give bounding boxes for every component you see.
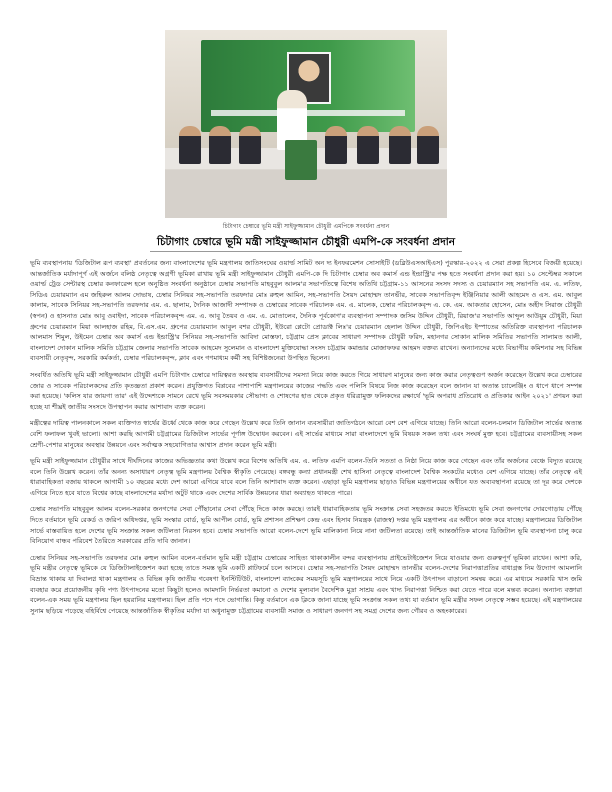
article-paragraph: চেম্বার সভাপতি মাহবুবুল আলম বলেন-সরকার জনগণের সেবা পৌঁছানোর সেবা পৌঁছে দিতে কাজ করছে। তারই ধারাবাহিকতায় ভূমি সংক্রান্ত সেবা সহজতর করতে ইতিমধ্যে ভূমি সেবা জনগণের দোরগোড়ায় পৌঁছে দিতে বর্তমানে ভূমি রেকর্ড ও জরিপ অধিদপ্তর, ভূমি সংস্কার বোর্ড, ভূমি আপীল বোর্ড, ভূমি প্রশাসন প্রশিক্ষণ কেন্দ্র এবং হিসাব নিয়ন্ত্রক (রাজস্ব) দপ্তর ভূমি মন্ত্রণালয় এর অধীনে কাজ করে যাচ্ছে। মন্ত্রণালয়ের ডিজিটাল সার্ভে বাস্তবায়িত হলে দেশের ভূমি সংক্রান্ত সকল জটিলতা নিরসন হবে। চেম্বার সভাপতি আরো বলেন-দেশে ভূমি মালিকানা নিয়ে নানা জটিলতা রয়েছে। তাই আন্তর্জাতিক মানের ডিজিটাল ভূমি ব্যবস্থাপনা চালু করে বিনিয়োগ বান্ধব পরিবেশ তৈরিতে সরকারের প্রতি দাবি জানান। bbox=[30, 505, 582, 546]
guest-figure bbox=[417, 126, 439, 164]
article-body bbox=[30, 258, 582, 622]
photo-caption: চিটাগাং চেম্বারে ভূমি মন্ত্রী সাইফুজ্জামান চৌধুরী এমপিকে সংবর্ধনা প্রদান bbox=[222, 223, 390, 230]
article-paragraph: চেম্বার সিনিয়র সহ-সভাপতি তরফদার মোঃ রুহুল আমিন বলেন-বর্তমান ভূমি মন্ত্রী চট্টগ্রাম চেম্বারের সাহিত্য থাকাকালীন বন্দর ব্যবস্থাপনায় প্রাইভেটাইজেশন নিয়ে যাওয়ার জন্য গুরুত্বপূর্ণ ভূমিকা রাখেন। আশা করি, ভূমি মন্ত্রীর নেতৃত্বে ভূমিকে যে ডিজিটালাইজেশন করা হচ্ছে তাতে সমস্ত ভূমি একটি প্লাটফর্মে চলে আসবে। চেম্বার সহ-সভাপতি সৈয়দ মোহাম্মদ তানভীর বলেন-দেশের নিরাপত্তাপ্রতির বাধাগ্রস্ত নিম উদ্যোগ আমলানি বিভ্রান্ত থাকায় যা দিবালগ্ন থাকা মন্ত্রণালয় ও বিভিন্ন কৃষি জাতীয় গবেষণা ইনস্টিটিউট, বাংলাদেশ ব্যাংকের সময়সূচি ভূমি মন্ত্রণালয়ের সাথে নিয়ে একটি উৎপাদন বাড়ানো সমন্বয় করে। এর মাধ্যমে সরকারি খাস জমি ব্যবহার করে প্রয়োজনীয় কৃষি পণ্য উৎপাদনের মতো কিছুটা হলেও আমদানি নির্ভরতা কমানো ও দেশের মূল্যবান বৈদেশিক মুদ্রা সাশ্রয় এবং খাদ্য নিরাপত্তা নিশ্চিত করা যেতে পারে বলে মন্তব্য করেন। অন্যান্য বক্তারা বলেন-এক সময় ভূমি মন্ত্রণালয় ছিল হয়রানির মন্ত্রণালয়। ছিল প্রতি পদে পদে ভোগান্তি। কিন্তু বর্তমানে এক ক্লিকে জানা যাচ্ছে ভূমি সংক্রান্ত সকল তথ্য যা বর্তমান ভূমি মন্ত্রীর সফল নেতৃত্বে সম্ভব হয়েছে। এই মন্ত্রণালয়ের সুনাম ছড়িয়ে পড়েছে বহির্বিশ্বে পেয়েছে আন্তর্জাতিক স্বীকৃতির মর্যাদা যা অধুনামুক্ত চট্টগ্রামের ব্যবসায়ী সমাজ ও সাধারণ জনগণ সহ সমগ্র দেশের জন্য গৌরব ও অহংকারের। bbox=[30, 553, 582, 615]
guest-figure bbox=[325, 126, 347, 164]
guest-figure bbox=[357, 126, 379, 164]
banner-stripe bbox=[211, 110, 405, 116]
article-paragraph: ভূমি মন্ত্রী সাইফুজ্জামান চৌধুরীর সাথে দীর্ঘদিনের কাজের অভিজ্ঞতার কথা উল্লেখ করে বিশেষ অতিথি এম. এ. লতিফ এমপি বলেন-তিনি সততা ও নিষ্ঠা নিয়ে কাজ করে গেছেন এবং তাঁর অর্জনের বেঞ্চে বিদ্যুত রয়েছে বলে তিনি উল্লেখ করেন। তাঁর অনন্য অসাধারণ নেতৃত্ব ভূমি মন্ত্রণালয় বৈশ্বিক স্বীকৃতি পেয়েছে। বঙ্গবন্ধু কন্যা প্রধানমন্ত্রী শেখ হাসিনা নেতৃত্বে বাংলাদেশ বৈশ্বিক সংকটের মধ্যেও বেশ এগিয়ে যাচ্ছে। তাঁর নেতৃত্বে এই ধারাবাহিকতা বজায় থাকলে আগামী ১০ বছরের মধ্যে দেশ আরো এগিয়ে যাবে বলে তিনি আশাবাদ ব্যক্ত করেন। এছাড়া ভূমি মন্ত্রণালয় ছাড়াও বিভিন্ন মন্ত্রণালয়ের অধীনে যত অব্যবস্থাপনা রয়েছে তা দূর করে দেশকে এগিয়ে নিতে হবে যাতে বিশ্বের কাছে বাংলাদেশের মর্যাদা অটুট থাকে এবং দেশের সার্বিক উন্নয়নের ধারা অব্যাহত থাকতে পারে। bbox=[30, 457, 582, 497]
guest-figure bbox=[209, 126, 231, 164]
headline-divider bbox=[150, 251, 462, 252]
podium bbox=[285, 140, 317, 180]
guest-figure bbox=[239, 126, 261, 164]
article-paragraph: সংবর্ধিত অতিথি ভূমি মন্ত্রী সাইফুজ্জামান চৌধুরী এমপি চিটাগাং চেম্বারে দায়িত্বরত অবস্থায় ব্যবসায়ীদের সমস্যা নিয়ে কাজ করতে গিয়ে সাধারণ মানুষের জন্য কাজ করার নেতৃত্বগুণ অর্জন করেছেন উল্লেখ করে চেম্বারের জোর ও সাবেক পরিচালকদের প্রতি কৃতজ্ঞতা প্রকাশ করেন। প্রযুক্তিগত বিপ্লবের পাশাপাশি মন্ত্রণালয়ের কাজের পদ্ধতি এবং পলিসি বিষয়ে নিজ কাজ করেছেন বলে জানান যা অতান্ত চ্যালেঞ্জিং ও ধাপে ধাপে সম্পন্ন করা হয়েছে। 'কলিস যার জায়গা তার' এই উদ্দেশ্যকে সামনে রেখে ভূমি সবসময়কার সৌভাগ্য ও শোষণের হাত থেকে প্রকৃত ধরিত্রামুক্ত ফলিকদের রক্ষার্থে 'ভূমি অপরাধ প্রতিরোধ ও প্রতিকার আইন ২০২১' প্রণয়ন করা হচ্ছে যা শীঘ্রই জাতীয় সংসদে উপস্থাপন করার আশাবাদ ব্যক্ত করেন। bbox=[30, 370, 582, 411]
guest-figure bbox=[389, 126, 411, 164]
event-photo bbox=[165, 30, 447, 218]
stage-banner bbox=[201, 40, 415, 132]
article-headline: চিটাগাং চেম্বারে ভূমি মন্ত্রী সাইফুজ্জামান চৌধুরী এমপি-কে সংবর্ধনা প্রদান bbox=[156, 236, 456, 248]
article-paragraph: মন্ত্রীত্বের দায়িত্ব পালনকালে সকল ব্যক্তিগত স্বার্থের ঊর্ধ্বে থেকে কাজ করে গেছেন উল্লেখ করে তিনি জানান ব্যবসায়ীরা জাতিগঠনে আরো বেশ বেশ এগিয়ে যাচ্ছে। তিনি আরো বলেন-চলমান ডিজিটাল সার্ভের অত্যন্ত বেশি ফলাফল খুবই ভালো। আশা করছি আগামী চট্টগ্রামের ডিজিটাল সার্ভের পূর্ণাঙ্গ উদ্বোধন করবেন। এই সার্ভের মাধ্যমে সারা বাংলাদেশে ভূমি বিষয়ক সকল তথ্য এবং সংঘর্ষ মুক্ত হবে। চট্টগ্রামের ব্যবসায়ীসহ সকল শ্রেণী-পেশার মানুষের অবস্থার উন্নয়নে এবং সর্বাত্মক সহযোগিতার আশ্বাস প্রদান করেন ভূমি মন্ত্রী। bbox=[30, 419, 582, 449]
article-paragraph: ভূমি ব্যবস্থাপনায় 'ডিজিটাল রূপ ব্যবস্থা' প্রবর্তনের জন্য বাংলাদেশের ভূমি মন্ত্রণালয় জাতিসংঘের ওয়ার্ল্ড সামিট অন দ্য ইনফরমেশন সোসাইটি (ডব্লিউএসআইএস) পুরস্কার-২০২২ এ সেরা প্রকল্প হিসেবে বিজয়ী হয়েছে। আন্তর্জাতিক মর্যাদাপূর্ণ এই অর্জনে বলিষ্ঠ নেতৃত্বে অগ্রণী ভূমিকা রাখায় ভূমি মন্ত্রী সাইফুজ্জামান চৌধুরী এমপি-কে দি চিটাগাং চেম্বার অব কমার্স এন্ড ইন্ডাস্ট্রি'র পক্ষ হতে সংবর্ধনা প্রদান করা হয়। ১০ সেপ্টেম্বর সকালে ওয়ার্ল্ড ট্রেড সেন্টারস্থ চেম্বার কনফারেন্স হলে অনুষ্ঠিত সংবর্ধনা অনুষ্ঠানে চেম্বার সভাপতি মাহবুবুল আলম'র সভাপতিত্বে বিশেষ অতিথি চট্টগ্রাম-১১ আসনের সংসদ সদস্য ও চেয়ারম্যান সহ সভাপতি এম. এ. লতিফ, সিডিএ চেয়ারম্যান এম জহিরুল আলম দোভাষ, চেম্বার সিনিয়র সহ-সভাপতি তরফদার মোঃ রুহুল আমিন, সহ-সভাপতি সৈয়দ মোহাম্মদ তানভীর, সাবেক সভাপতিবৃন্দ ইঞ্জিনিয়ার আলী আহমেদ ও এস. এম. আবুল কালাম, সাবেক সিনিয়র সহ-সভাপতি তরফদার এম. এ. ছালাম, দৈনিক আজাদী সম্পাদক ও চেম্বারের সাবেক পরিচালক এম. এ. মালেক, চেম্বার পরিচালকবৃন্দ এ. কে. এম. আকতার হোসেন, মোঃ অহীদ সিরাজ চৌধুরী (স্বপন) ও হাসনাত মোঃ আবু ওবাইদা, সাবেক পরিচালকবৃন্দ এম. এ. আবু তৈয়ব ও এম. এ. মোতালেব, দৈনিক পূর্বকোণ'র ব্যবস্থাপনা সম্পাদক জসিম উদ্দিন চৌধুরী, রিয়াজ'র সভাপতি আব্দুল আউয়ুম চৌধুরী, মিয়া গ্রুপের চেয়ারম্যান মিয়া আলহাজ রহিম, বি.এস.এম. গ্রুপের চেয়ারম্যান আবুল বশর চৌধুরী, ইউরো প্লেটো প্রোডাক্ট লিঃ'র চেয়ারম্যান হেলাল উদ্দিন চৌধুরী, জিপিএইচ ইস্পাতের অতিরিক্ত ব্যবস্থাপনা পরিচালক আলমাস শিমুল, উইমেন চেম্বার অব কমার্স এন্ড ইন্ডাস্ট্রি'র সিনিয়র সহ-সভাপতি আবিদা মোস্তফা, চট্টগ্রাম প্রেস ক্লাবের সাধারণ সম্পাদক চৌধুরী ফরিদ, মহানগর সোকান মালিক সমিতির সভাপতি সালামত আলী, বাংলাদেশ দোকান মালিক সমিতি চট্টগ্রাম জেলার সভাপতি সাবেক আহমেদ সুলেমান ও বাংলাদেশ মুক্তিযোদ্ধা সংসদ চট্টগ্রাম কমান্ডার মোজাফফর আহমদ বক্তব্য রাখেন। অন্যান্যদের মধ্যে বিভাগীয় কমিশনার সহ বিভিন্ন ব্যবসায়ী নেতৃবৃন্দ, সরকারি কর্মকর্তা, চেম্বার পরিচালকবৃন্দ, ক্লাব এবং গণমাধ্যম কর্মী সহ বিশিষ্টজনেরা উপস্থিত ছিলেন। bbox=[30, 259, 583, 363]
guest-figure bbox=[179, 126, 201, 164]
